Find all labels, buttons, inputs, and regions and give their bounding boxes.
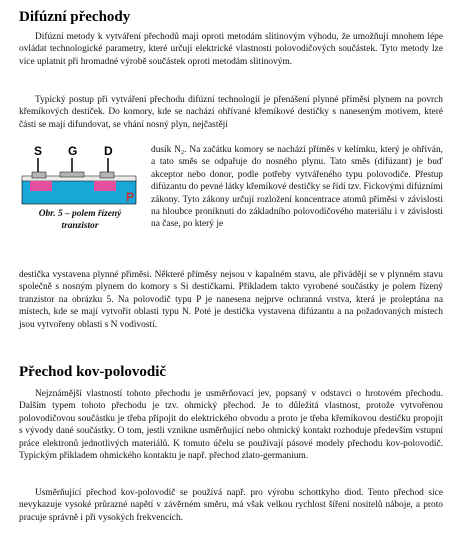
fet-figure [20, 144, 144, 264]
paragraph: Difúzní metody k vytváření přechodů mají oproti metodám slitinovým výhodu, že umožňují mnohem lépe ovládat technologické parametry, které určují elektrické vlastnosti polovodičových součástek. Tyto metody lze více uplatnit při hromadné výrobě součástek oproti metodám slitinovým. [19, 32, 443, 67]
paragraph: Usměrňující přechod kov-polovodič se používá např. pro výrobu schottkyho diod. Tento přechod sice nevykazuje vysoké průrazné napětí v závěrném směru, má však velkou rychlost šíření nositelů náboje, a proto pracuje správně i při vysokých frekvencích. [19, 488, 443, 523]
paragraph: dusík N₂. Na začátku komory se nachází příměs v kelímku, který je ohříván, a tato směs se odpařuje do nosného plynu. Tato směs (difúzant) je buď akceptor nebo donor, podle potřeby vytvářeného typu polovodiče. Přestup difúzantu do pevné látky křemíkové destičky se řídí tzv. Fickovými difúzními zákony. Tyto zákony určují rozložení koncentrace atomů příměsi v závislosti na hloubce proniknutí do základního polovodičového materiálu i v závislosti na čase, po který je [151, 145, 443, 230]
paragraph: destička vystavena plynné příměsi. Některé příměsy nejsou v kapalném stavu, ale přivádějí se v plynném stavu společně s nosným plynem do komory s Si destičkami. Příkladem takto vyrobené součástky je polem řízený tranzistor na obrázku 5. Na polovodič typu P je nanesena nejprve ochranná vrstva, která je proleptána na místech, kde se mají vytvořit oblasti typu N. Poté je destička vystavena difúzantu a na požadovaných místech jsou vytvořeny oblasti s N vodivostí. [19, 270, 443, 330]
label-s: S [34, 144, 43, 158]
label-p: P [126, 190, 135, 204]
section-title: Přechod kov-polovodič [19, 364, 167, 380]
label-d: D [104, 144, 113, 158]
paragraph: Nejznámější vlastností tohoto přechodu je usměrňovací jev, popsaný v odstavci o hrotovém přechodu. Dalším typem tohoto přechodu je tzv. ohmický přechod. Je to důležitá vlastnost, protože vytvořenou polovodičovou součástku je třeba připojit do elektrického obvodu a proto je třeba křemíkovou destičku propojit s vývody dané součástky. O tom, jestli vznikne usměrňující nebo ohmický kontakt rozhoduje především vstupní práce elektronů jednotlivých materiálů. K tomuto účelu se používají pásové modely přechodu kov-polovodič. Typickým příkladem ohmického kontaktu je např. přechod zlato-germanium. [19, 389, 443, 462]
label-g: G [68, 144, 78, 158]
paragraph: Typický postup při vytváření přechodu difúzní technologií je přenášení plynné příměsi plynem na povrch křemíkových destiček. Do komory, kde se nachází ohřívané křemíkové destičky s naneseným motivem, které části se mají difundovat, se vhání nosný plyn, nejčastěji [19, 95, 443, 130]
n-region-drain [94, 181, 116, 191]
n-region-source [30, 181, 52, 191]
section-title: Difúzní přechody [19, 9, 131, 25]
fet-diagram [20, 144, 144, 208]
figure-caption: Obr. 5 – polem řízený tranzistor [38, 209, 122, 232]
